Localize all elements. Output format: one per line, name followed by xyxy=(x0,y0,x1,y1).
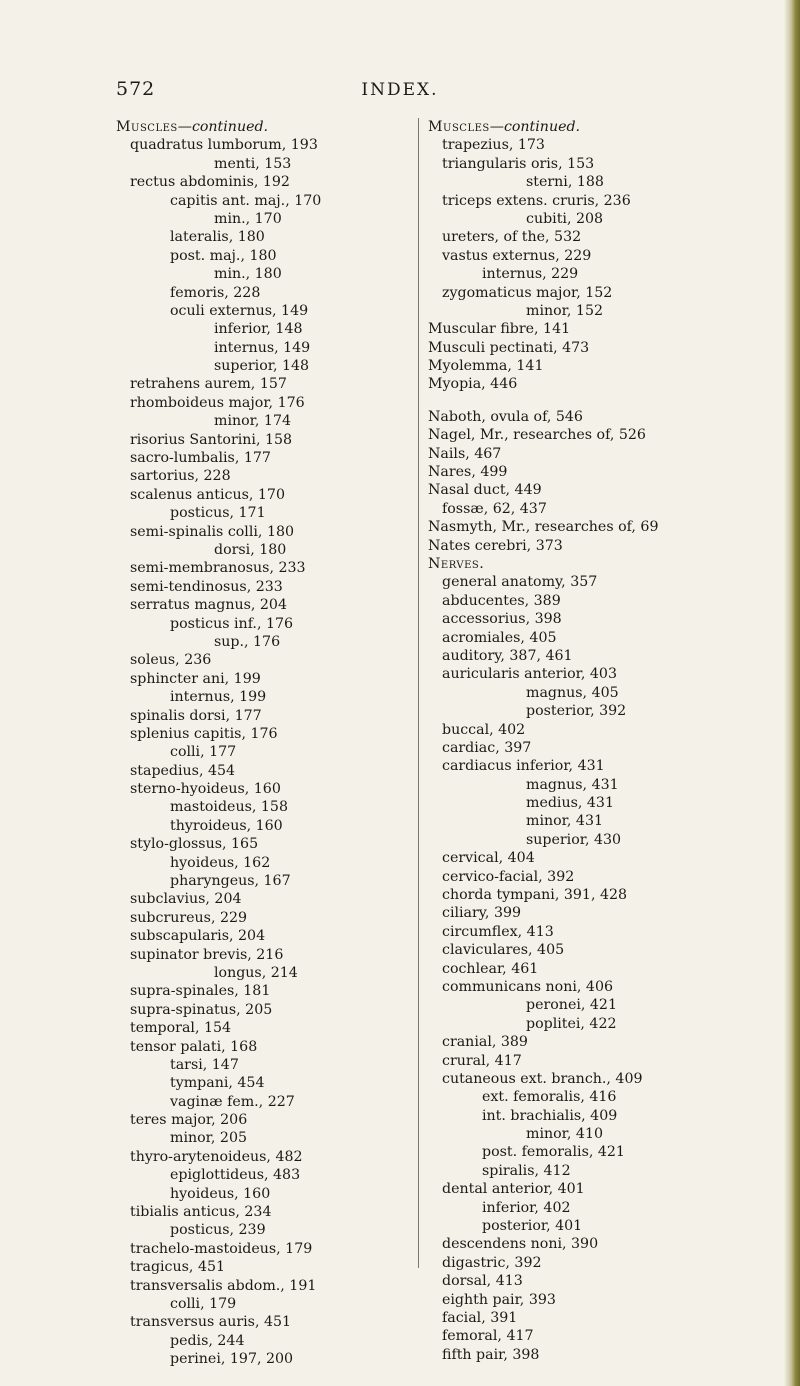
index-entry: post. maj., 180 xyxy=(170,247,277,264)
index-entry: fifth pair, 398 xyxy=(442,1346,540,1363)
index-entry: semi-spinalis colli, 180 xyxy=(130,523,295,540)
index-entry: lateralis, 180 xyxy=(170,229,265,246)
index-entry: magnus, 405 xyxy=(526,684,619,701)
index-entry: Naboth, ovula of, 546 xyxy=(428,408,583,425)
index-entry: trachelo-mastoideus, 179 xyxy=(130,1240,313,1257)
index-entry: trapezius, 173 xyxy=(442,137,545,154)
index-entry: colli, 177 xyxy=(170,744,237,761)
index-entry: Nares, 499 xyxy=(428,464,508,481)
index-entry: cranial, 389 xyxy=(442,1034,528,1051)
index-entry: auricularis anterior, 403 xyxy=(442,666,617,683)
page-number: 572 xyxy=(116,78,156,100)
index-entry: minor, 410 xyxy=(526,1126,603,1143)
index-entry: circumflex, 413 xyxy=(442,923,554,940)
index-entry: rhomboideus major, 176 xyxy=(130,394,305,411)
index-entry: semi-membranosus, 233 xyxy=(130,560,306,577)
index-entry: post. femoralis, 421 xyxy=(482,1144,625,1161)
page-edge-shadow xyxy=(784,0,800,1386)
index-entry: transversalis abdom., 191 xyxy=(130,1277,317,1294)
index-entry: communicans noni, 406 xyxy=(442,978,613,995)
index-entry: internus, 199 xyxy=(170,689,267,706)
index-entry: tensor palati, 168 xyxy=(130,1038,258,1055)
index-entry: internus, 229 xyxy=(482,266,579,283)
index-entry: sterno-hyoideus, 160 xyxy=(130,781,281,798)
index-entry: pedis, 244 xyxy=(170,1332,245,1349)
index-entry: capitis ant. maj., 170 xyxy=(170,192,322,209)
index-entry: dental anterior, 401 xyxy=(442,1181,585,1198)
index-entry: posticus inf., 176 xyxy=(170,615,294,632)
index-column-right xyxy=(428,118,728,1364)
index-entry: digastric, 392 xyxy=(442,1254,542,1271)
index-entry: internus, 149 xyxy=(214,339,311,356)
index-entry: hyoideus, 160 xyxy=(170,1185,271,1202)
index-entry: Nasmyth, Mr., researches of, 69 xyxy=(428,519,659,536)
index-entry: zygomaticus major, 152 xyxy=(442,284,613,301)
index-entry: stylo-glossus, 165 xyxy=(130,836,259,853)
index-entry: risorius Santorini, 158 xyxy=(130,431,293,448)
index-entry: vastus externus, 229 xyxy=(442,247,592,264)
index-entry: soleus, 236 xyxy=(130,652,212,669)
index-entry: Muscular fibre, 141 xyxy=(428,321,571,338)
index-entry: subclavius, 204 xyxy=(130,891,242,908)
index-entry: minor, 152 xyxy=(526,302,603,319)
index-entry: dorsi, 180 xyxy=(214,541,287,558)
index-entry: quadratus lumborum, 193 xyxy=(130,137,318,154)
index-entry: general anatomy, 357 xyxy=(442,574,598,591)
index-entry: serratus magnus, 204 xyxy=(130,597,287,614)
index-entry: acromiales, 405 xyxy=(442,629,557,646)
index-entry: cochlear, 461 xyxy=(442,960,539,977)
index-entry: posterior, 401 xyxy=(482,1218,583,1235)
page-header xyxy=(0,78,800,108)
index-entry: buccal, 402 xyxy=(442,721,526,738)
index-entry: Nates cerebri, 373 xyxy=(428,537,563,554)
index-entry: superior, 430 xyxy=(526,831,622,848)
index-entry: stapedius, 454 xyxy=(130,762,236,779)
index-entry: accessorius, 398 xyxy=(442,611,562,628)
index-entry: temporal, 154 xyxy=(130,1020,232,1037)
index-entry: Myopia, 446 xyxy=(428,376,518,393)
index-entry: sterni, 188 xyxy=(526,174,604,191)
index-entry: retrahens aurem, 157 xyxy=(130,376,287,393)
index-entry: perinei, 197, 200 xyxy=(170,1351,294,1368)
index-entry: epiglottideus, 483 xyxy=(170,1167,301,1184)
index-entry: cervical, 404 xyxy=(442,850,535,867)
index-entry: Nails, 467 xyxy=(428,445,502,462)
index-entry: posticus, 171 xyxy=(170,505,266,522)
index-entry: semi-tendinosus, 233 xyxy=(130,578,283,595)
index-entry: cervico-facial, 392 xyxy=(442,868,575,885)
index-entry: menti, 153 xyxy=(214,155,292,172)
index-entry: minor, 174 xyxy=(214,413,291,430)
index-entry: minor, 205 xyxy=(170,1130,247,1147)
index-entry: Nagel, Mr., researches of, 526 xyxy=(428,427,646,444)
index-entry: inferior, 402 xyxy=(482,1199,571,1216)
index-entry: tympani, 454 xyxy=(170,1075,265,1092)
index-entry: minor, 431 xyxy=(526,813,603,830)
index-entry: dorsal, 413 xyxy=(442,1273,523,1290)
index-entry: peronei, 421 xyxy=(526,997,617,1014)
index-entry: vaginæ fem., 227 xyxy=(170,1093,295,1110)
index-heading: Muscles—continued. xyxy=(428,119,581,135)
index-entry: sup., 176 xyxy=(214,633,281,650)
index-entry: femoris, 228 xyxy=(170,284,261,301)
index-entry: supinator brevis, 216 xyxy=(130,946,284,963)
index-entry: thyroideus, 160 xyxy=(170,817,283,834)
index-entry: Nasal duct, 449 xyxy=(428,482,542,499)
index-entry: oculi externus, 149 xyxy=(170,302,309,319)
index-entry: eighth pair, 393 xyxy=(442,1291,556,1308)
index-entry: facial, 391 xyxy=(442,1310,518,1326)
index-entry: ext. femoralis, 416 xyxy=(482,1089,617,1106)
index-entry: tragicus, 451 xyxy=(130,1259,226,1276)
index-entry: transversus auris, 451 xyxy=(130,1314,292,1331)
index-entry: cutaneous ext. branch., 409 xyxy=(442,1070,643,1087)
index-entry: cardiac, 397 xyxy=(442,739,532,756)
index-entry: tarsi, 147 xyxy=(170,1056,239,1073)
index-entry: sartorius, 228 xyxy=(130,468,231,485)
index-entry: ciliary, 399 xyxy=(442,905,522,922)
index-entry: min., 180 xyxy=(214,266,282,283)
index-entry: crural, 417 xyxy=(442,1052,522,1069)
index-entry: min., 170 xyxy=(214,210,282,227)
index-entry: superior, 148 xyxy=(214,358,310,375)
index-entry: sphincter ani, 199 xyxy=(130,670,261,687)
index-entry: longus, 214 xyxy=(214,964,298,981)
index-entry: rectus abdominis, 192 xyxy=(130,174,290,191)
index-entry: pharyngeus, 167 xyxy=(170,873,291,890)
index-entry: scalenus anticus, 170 xyxy=(130,486,285,503)
index-entry: spiralis, 412 xyxy=(482,1162,571,1179)
index-entry: descendens noni, 390 xyxy=(442,1236,599,1253)
column-divider xyxy=(418,118,419,1268)
running-title: INDEX. xyxy=(361,80,439,100)
index-entry: int. brachialis, 409 xyxy=(482,1107,618,1124)
index-entry: abducentes, 389 xyxy=(442,592,561,609)
index-entry: cubiti, 208 xyxy=(526,210,604,227)
index-entry: ureters, of the, 532 xyxy=(442,229,582,246)
index-entry: cardiacus inferior, 431 xyxy=(442,758,605,775)
index-entry: femoral, 417 xyxy=(442,1328,534,1345)
index-entry: chorda tympani, 391, 428 xyxy=(442,887,628,904)
index-entry: posterior, 392 xyxy=(526,703,627,720)
index-entry: mastoideus, 158 xyxy=(170,799,288,816)
index-entry: triceps extens. cruris, 236 xyxy=(442,192,631,209)
index-entry: splenius capitis, 176 xyxy=(130,725,278,742)
index-entry: magnus, 431 xyxy=(526,776,619,793)
index-entry: subcrureus, 229 xyxy=(130,909,248,926)
index-entry: Myolemma, 141 xyxy=(428,358,544,375)
index-entry: spinalis dorsi, 177 xyxy=(130,707,262,724)
index-entry: inferior, 148 xyxy=(214,321,303,338)
index-entry: posticus, 239 xyxy=(170,1222,266,1239)
index-entry: subscapularis, 204 xyxy=(130,928,266,945)
index-entry: triangularis oris, 153 xyxy=(442,155,595,172)
index-heading: Nerves. xyxy=(428,555,485,572)
index-entry: hyoideus, 162 xyxy=(170,854,271,871)
index-entry: sacro-lumbalis, 177 xyxy=(130,450,271,467)
index-entry: poplitei, 422 xyxy=(526,1015,617,1032)
index-entry: auditory, 387, 461 xyxy=(442,647,573,664)
index-column-left xyxy=(116,118,416,1369)
index-heading: Muscles—continued. xyxy=(116,119,269,135)
index-entry: medius, 431 xyxy=(526,795,614,812)
index-entry: thyro-arytenoideus, 482 xyxy=(130,1148,303,1165)
index-entry: tibialis anticus, 234 xyxy=(130,1204,272,1221)
index-entry: supra-spinales, 181 xyxy=(130,983,271,1000)
index-entry: teres major, 206 xyxy=(130,1112,248,1129)
index-entry: claviculares, 405 xyxy=(442,942,565,959)
index-entry: colli, 179 xyxy=(170,1296,237,1312)
index-entry: Musculi pectinati, 473 xyxy=(428,339,590,356)
index-entry: fossæ, 62, 437 xyxy=(442,500,547,517)
index-entry: supra-spinatus, 205 xyxy=(130,1001,273,1018)
